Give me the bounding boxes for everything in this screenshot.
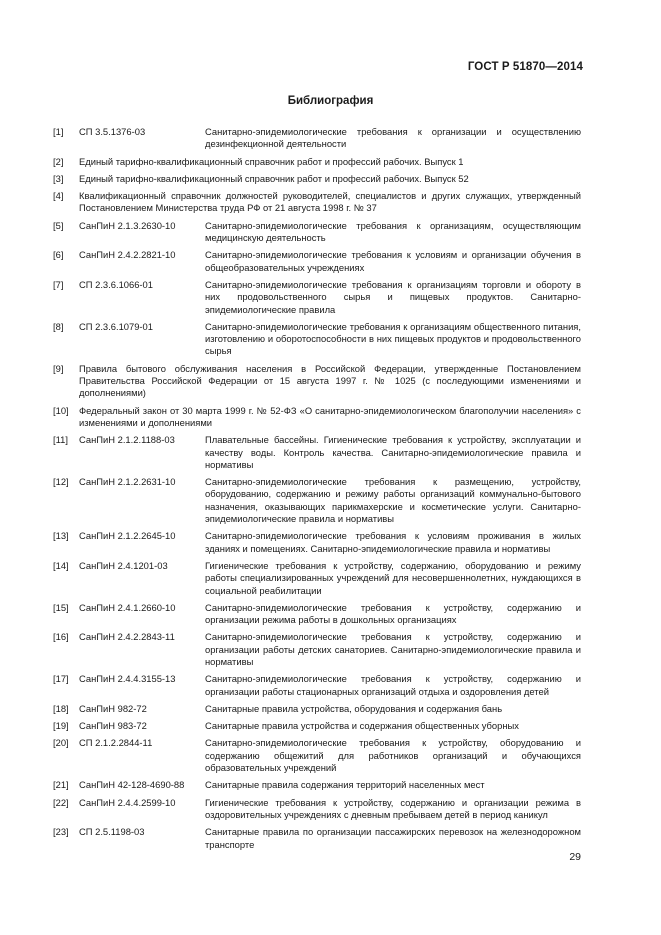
item-number: [13] bbox=[53, 530, 69, 542]
item-text: Квалификационный справочник должностей руководителей, специалистов и других служащих, утвержденный Постановлением Министерства труда РФ от 21 августа 1998 г. № 37 bbox=[79, 190, 581, 214]
bibliography-item bbox=[53, 673, 581, 698]
item-number: [10] bbox=[53, 404, 69, 416]
bibliography-item bbox=[53, 173, 581, 185]
bibliography-item bbox=[53, 126, 581, 151]
bibliography-item bbox=[53, 249, 581, 274]
item-text: Санитарно-эпидемиологические требования к устройству, содержанию и организации режима работы в дошкольных организациях bbox=[205, 601, 581, 626]
item-code: СанПиН 2.4.1.2660-10 bbox=[79, 601, 176, 613]
bibliography-item bbox=[53, 476, 581, 525]
bibliography-item bbox=[53, 220, 581, 245]
item-number: [22] bbox=[53, 796, 69, 808]
item-text: Санитарно-эпидемиологические требования к размещению, устройству, оборудованию, содержанию и режиму работы организаций коммунально-бытового назначения, оказывающих парикмахерские и косметические услуги. Санитарно-эпидемиологические правила и нормативы bbox=[205, 476, 581, 525]
item-number: [15] bbox=[53, 601, 69, 613]
item-text: Санитарно-эпидемиологические требования к устройству, содержанию и организации работы детских санаториев. Санитарно-эпидемиологические правила и нормативы bbox=[205, 631, 581, 667]
item-code: СП 3.5.1376-03 bbox=[79, 126, 146, 137]
item-code: СП 2.3.6.1066-01 bbox=[79, 278, 153, 290]
item-number: [2] bbox=[53, 155, 64, 167]
bibliography-item bbox=[53, 737, 581, 774]
item-text: Единый тарифно-квалификационный справочник работ и профессий рабочих. Выпуск 52 bbox=[79, 172, 469, 184]
item-code: СанПиН 2.4.4.3155-13 bbox=[79, 673, 176, 685]
item-code: СанПиН 2.4.2.2843-11 bbox=[79, 631, 175, 643]
bibliography-item bbox=[53, 530, 581, 555]
item-code: СанПиН 2.4.1201-03 bbox=[79, 559, 168, 571]
bibliography-item bbox=[53, 190, 581, 215]
item-number: [6] bbox=[53, 249, 64, 261]
item-text: Санитарные правила содержания территорий населенных мест bbox=[205, 779, 485, 791]
item-code: СанПиН 42-128-4690-88 bbox=[79, 779, 185, 791]
bibliography-item bbox=[53, 321, 581, 358]
item-code: СП 2.5.1198-03 bbox=[79, 826, 145, 838]
item-code: СанПиН 2.1.2.2631-10 bbox=[79, 476, 176, 488]
item-text: Гигиенические требования к устройству, содержанию и организации режима в оздоровительных учреждениях с дневным пребываем детей в период каникул bbox=[205, 796, 581, 820]
item-text: Санитарные правила устройства, оборудования и содержания бань bbox=[205, 702, 503, 714]
page-title: Библиография bbox=[287, 95, 374, 107]
bibliography-item bbox=[53, 797, 581, 822]
item-code: СанПиН 982-72 bbox=[79, 702, 147, 714]
item-number: [14] bbox=[53, 559, 69, 571]
item-number: [11] bbox=[53, 434, 68, 446]
item-number: [4] bbox=[53, 190, 64, 202]
item-code: СП 2.1.2.2844-11 bbox=[79, 737, 153, 749]
bibliography-item bbox=[53, 720, 581, 732]
item-text: Санитарно-эпидемиологические требования к условиям проживания в жилых зданиях и помещениях. Санитарно-эпидемиологические правила и нормативы bbox=[205, 530, 581, 554]
item-number: [17] bbox=[53, 673, 69, 685]
item-number: [8] bbox=[53, 320, 64, 332]
bibliography-item bbox=[53, 560, 581, 597]
item-text: Единый тарифно-квалификационный справочник работ и профессий рабочих. Выпуск 1 bbox=[79, 155, 464, 167]
item-code: СанПиН 2.1.2.1188-03 bbox=[79, 434, 175, 446]
item-text: Санитарно-эпидемиологические требования к организации и осуществлению дезинфекционной деятельности bbox=[205, 126, 581, 150]
bibliography-item bbox=[53, 279, 581, 316]
item-text: Санитарно-эпидемиологические требования к организациям общественного питания, изготовлению и оборотоспособности в них пищевых продуктов и продовольственного сырья bbox=[205, 320, 581, 357]
item-text: Санитарно-эпидемиологические требования к условиям и организации обучения в общеобразовательных учреждениях bbox=[205, 249, 581, 273]
item-text: Санитарно-эпидемиологические требования к устройству, оборудованию и содержанию общежитий для работников организаций и обучающихся образовательных учреждений bbox=[205, 737, 581, 774]
item-number: [19] bbox=[53, 720, 69, 732]
item-number: [18] bbox=[53, 702, 69, 714]
item-code: СанПиН 2.1.3.2630-10 bbox=[79, 219, 176, 231]
bibliography-item bbox=[53, 703, 581, 715]
item-code: СанПиН 2.4.2.2821-10 bbox=[79, 249, 176, 261]
item-text: Санитарные правила устройства и содержания общественных уборных bbox=[205, 720, 519, 732]
item-number: [12] bbox=[53, 476, 69, 488]
item-text: Федеральный закон от 30 марта 1999 г. № 52-ФЗ «О санитарно-эпидемиологическом благополучии населения» с изменениями и дополнениями bbox=[79, 404, 581, 428]
bibliography-item bbox=[53, 631, 581, 668]
item-text: Санитарно-эпидемиологические требования к устройству, содержанию и организации работы стационарных организаций отдыха и оздоровления детей bbox=[205, 673, 581, 697]
item-code: СанПиН 983-72 bbox=[79, 720, 147, 732]
item-text: Санитарные правила по организации пассажирских перевозок на железнодорожном транспорте bbox=[205, 826, 581, 850]
item-text: Санитарно-эпидемиологические требования к организациям, осуществляющим медицинскую деятельность bbox=[205, 219, 581, 244]
item-text: Гигиенические требования к устройству, содержанию, оборудованию и режиму работы специализированных учреждений для несовершеннолетних, нуждающихся в социальной реабилитации bbox=[205, 559, 581, 596]
item-number: [3] bbox=[53, 172, 64, 184]
item-number: [5] bbox=[53, 219, 64, 231]
item-code: СанПиН 2.1.2.2645-10 bbox=[79, 530, 176, 542]
bibliography-item bbox=[53, 405, 581, 430]
item-number: [21] bbox=[53, 779, 69, 791]
bibliography-item bbox=[53, 779, 581, 791]
document-code: ГОСТ Р 51870—2014 bbox=[467, 61, 583, 73]
bibliography-item bbox=[53, 434, 581, 471]
item-number: [20] bbox=[53, 737, 69, 749]
item-number: [9] bbox=[53, 362, 64, 374]
item-number: [7] bbox=[53, 278, 64, 290]
bibliography-item bbox=[53, 363, 581, 400]
item-code: СанПиН 2.4.4.2599-10 bbox=[79, 796, 176, 808]
bibliography-item bbox=[53, 602, 581, 627]
bibliography-item bbox=[53, 826, 581, 851]
item-code: СП 2.3.6.1079-01 bbox=[79, 320, 153, 332]
item-text: Плавательные бассейны. Гигиенические требования к устройству, эксплуатации и качеству воды. Контроль качества. Санитарно-эпидемиологические правила и нормативы bbox=[205, 434, 581, 470]
page-number: 29 bbox=[569, 851, 581, 863]
item-text: Санитарно-эпидемиологические требования к организациям торговли и обороту в них продовольственного сырья и пищевых продуктов. Санитарно-эпидемиологические правила bbox=[205, 278, 581, 315]
item-number: [1] bbox=[53, 126, 64, 137]
item-number: [16] bbox=[53, 631, 69, 643]
item-number: [23] bbox=[53, 826, 69, 838]
bibliography-item bbox=[53, 156, 581, 168]
bibliography-list bbox=[53, 126, 581, 856]
item-text: Правила бытового обслуживания населения в Российской Федерации, утвержденные Постановлением Правительства Российской Федерации от 15 августа 1997 г. № 1025 (с последующими изменениями и дополнениями) bbox=[79, 362, 581, 399]
